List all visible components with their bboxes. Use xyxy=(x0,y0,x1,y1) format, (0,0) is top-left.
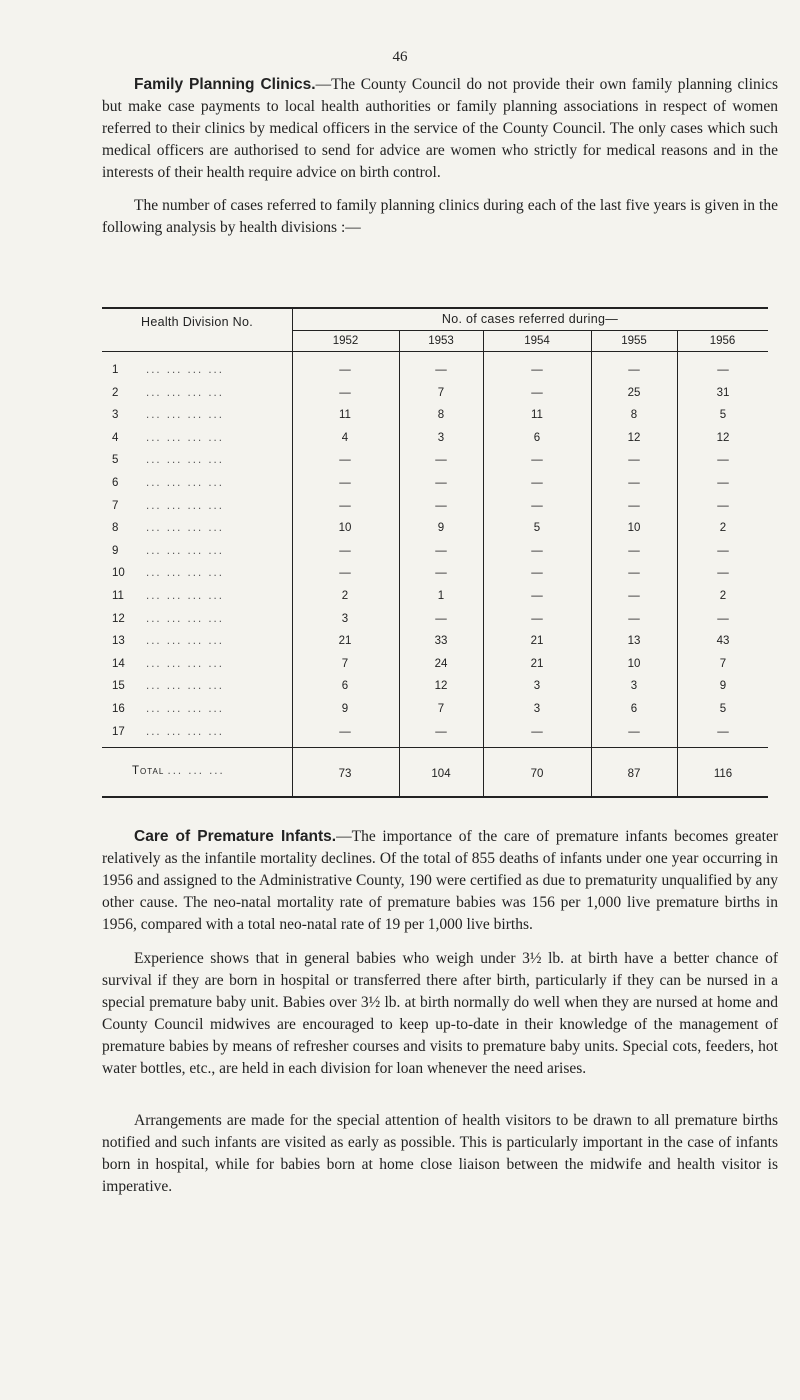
table-intro-paragraph: The number of cases referred to family planning clinics during each of the last five years is given in the following analysis by health divisions :— xyxy=(102,197,778,236)
total-leader-dots: ... ... ... xyxy=(167,765,225,777)
table-row-label xyxy=(112,364,224,376)
page-number: 46 xyxy=(392,49,408,65)
table-cell: — xyxy=(717,545,729,557)
table-row-label xyxy=(112,522,224,534)
family-planning-heading: Family Planning Clinics. xyxy=(134,76,316,93)
division-number: 10 xyxy=(112,567,125,579)
table-cell: — xyxy=(435,726,447,738)
table-cell: 13 xyxy=(627,635,641,647)
division-number: 14 xyxy=(112,658,125,670)
table-cell: — xyxy=(435,567,447,579)
table-row-label xyxy=(112,545,224,557)
leader-dots: ... ... ... ... xyxy=(146,545,224,557)
table-row-label xyxy=(112,635,224,647)
total-1952: 73 xyxy=(338,768,352,780)
leader-dots: ... ... ... ... xyxy=(146,590,224,602)
table-cell: 3 xyxy=(533,703,541,715)
table-cell: 4 xyxy=(341,432,349,444)
table-cell: — xyxy=(435,477,447,489)
division-number: 1 xyxy=(112,364,119,376)
table-cell: 6 xyxy=(630,703,638,715)
premature-infants-heading: Care of Premature Infants. xyxy=(134,828,337,845)
table-cell: 2 xyxy=(719,590,727,602)
table-cell: 21 xyxy=(530,635,544,647)
table-cell: — xyxy=(717,364,729,376)
table-cell: — xyxy=(339,545,351,557)
table-cell: 6 xyxy=(533,432,541,444)
table-cell: — xyxy=(531,387,543,399)
leader-dots: ... ... ... ... xyxy=(146,613,224,625)
table-cell: — xyxy=(531,364,543,376)
year-1955: 1955 xyxy=(621,335,647,347)
leader-dots: ... ... ... ... xyxy=(146,409,224,421)
year-1956: 1956 xyxy=(709,335,736,347)
table-cell: — xyxy=(339,500,351,512)
table-cell: — xyxy=(628,613,640,625)
table-cell: 7 xyxy=(437,387,445,399)
division-number: 12 xyxy=(112,613,125,625)
table-cell: 11 xyxy=(339,409,351,421)
table-cell: — xyxy=(435,613,447,625)
premature-infants-text: —The importance of the care of premature infants becomes greater relatively as the infantile mortality declines. Of the total of 855 deaths of infants under one year occurring in 1956 and assigned to the Administrative County, 190 were certified as due to prematurity unqualified by any other cause. The neo-natal mortality rate of premature babies was 156 per 1,000 live premature births in 1956, compared with a total neo-natal rate of 19 per 1,000 live births. xyxy=(102,828,778,933)
table-row-label xyxy=(112,409,224,421)
table-cell: 9 xyxy=(719,680,727,692)
year-1952: 1952 xyxy=(332,335,359,347)
leader-dots: ... ... ... ... xyxy=(146,387,224,399)
table-cell: — xyxy=(628,500,640,512)
year-1953: 1953 xyxy=(428,335,454,347)
arrangements-paragraph: Arrangements are made for the special attention of health visitors to be drawn to all premature births notified and such infants are visited as early as possible. This is particularly important in the case of infants born in hospital, while for babies born at home close liaison between the midwife and health visitor is imperative. xyxy=(102,1112,778,1195)
table-row-label xyxy=(112,432,224,444)
table-cell: — xyxy=(531,477,543,489)
table-cell: 11 xyxy=(531,409,543,421)
division-number: 13 xyxy=(112,635,125,647)
division-number: 8 xyxy=(112,522,119,534)
table-cell: 10 xyxy=(338,522,352,534)
table-cell: 7 xyxy=(437,703,445,715)
table-row-label xyxy=(112,726,224,738)
total-label: Total xyxy=(132,765,165,777)
year-1954: 1954 xyxy=(524,335,550,347)
table-cell: — xyxy=(435,500,447,512)
table-cell: 31 xyxy=(716,387,730,399)
table-cell: 3 xyxy=(533,680,541,692)
table-cell: — xyxy=(339,567,351,579)
table-row-label xyxy=(112,703,224,715)
division-number: 7 xyxy=(112,500,119,512)
total-1955: 87 xyxy=(627,768,641,780)
table-cell: 5 xyxy=(719,409,727,421)
table-row-label xyxy=(112,500,224,512)
table-cell: 2 xyxy=(341,590,349,602)
header-cases: No. of cases referred during— xyxy=(441,312,619,326)
table-cell: 5 xyxy=(533,522,541,534)
division-number: 4 xyxy=(112,432,119,444)
leader-dots: ... ... ... ... xyxy=(146,567,224,579)
table-cell: 24 xyxy=(434,658,448,670)
table-cell: — xyxy=(339,477,351,489)
division-number: 17 xyxy=(112,726,125,738)
table-cell: 25 xyxy=(627,387,641,399)
table-row-label xyxy=(112,567,224,579)
table-cell: — xyxy=(339,454,351,466)
premature-infants-paragraph xyxy=(102,826,778,936)
division-number: 16 xyxy=(112,703,125,715)
table-cell: 3 xyxy=(437,432,445,444)
table-row-label xyxy=(112,477,224,489)
table-cell: — xyxy=(628,477,640,489)
table-cell: 6 xyxy=(341,680,349,692)
table-cell: 8 xyxy=(437,409,445,421)
total-1956: 116 xyxy=(713,768,733,780)
table-cell: — xyxy=(717,454,729,466)
total-1954: 70 xyxy=(530,768,544,780)
leader-dots: ... ... ... ... xyxy=(146,432,224,444)
table-cell: 7 xyxy=(719,658,727,670)
total-1953: 104 xyxy=(431,768,451,780)
division-number: 5 xyxy=(112,454,119,466)
table-cell: — xyxy=(531,454,543,466)
division-number: 15 xyxy=(112,680,125,692)
table-cell: — xyxy=(628,590,640,602)
table-row-label xyxy=(112,454,224,466)
leader-dots: ... ... ... ... xyxy=(146,680,224,692)
table-cell: — xyxy=(339,387,351,399)
table-cell: 12 xyxy=(434,680,448,692)
table-cell: — xyxy=(628,567,640,579)
table-cell: — xyxy=(435,545,447,557)
table-cell: — xyxy=(435,454,447,466)
table-cell: 5 xyxy=(719,703,727,715)
table-cell: 3 xyxy=(341,613,349,625)
family-planning-paragraph xyxy=(102,74,778,184)
referrals-table xyxy=(102,307,768,799)
table-cell: 21 xyxy=(530,658,544,670)
family-planning-text: —The County Council do not provide their own family planning clinics but make case payments to local health authorities or family planning associations in respect of women referred to their clinics by medical officers in the service of the County Council. The only cases which such medical officers are authorised to send for advice are women who strictly for medical reasons and in the interests of their health require advice on birth control. xyxy=(102,76,778,181)
experience-paragraph: Experience shows that in general babies who weigh under 3½ lb. at birth have a better chance of survival if they are born in hospital or transferred there after birth, particularly if they can be nursed in a special premature baby unit. Babies over 3½ lb. at birth normally do well when they are nursed at home and County Council midwives are encouraged to keep up-to-date in their knowledge of the management of premature babies by means of refresher courses and visits to premature baby units. Special cots, feeders, hot water bottles, etc., are held in each division for loan whenever the need arises. xyxy=(102,950,778,1077)
table-cell: — xyxy=(628,726,640,738)
table-cell: 10 xyxy=(627,522,641,534)
leader-dots: ... ... ... ... xyxy=(146,635,224,647)
leader-dots: ... ... ... ... xyxy=(146,500,224,512)
table-cell: — xyxy=(531,726,543,738)
leader-dots: ... ... ... ... xyxy=(146,658,224,670)
table-cell: 21 xyxy=(338,635,352,647)
table-cell: — xyxy=(717,726,729,738)
table-cell: — xyxy=(717,500,729,512)
table-row-label xyxy=(112,590,224,602)
table-cell: — xyxy=(717,613,729,625)
table-row-label xyxy=(112,613,224,625)
table-cell: — xyxy=(531,545,543,557)
division-number: 6 xyxy=(112,477,119,489)
table-row-label xyxy=(112,658,224,670)
leader-dots: ... ... ... ... xyxy=(146,477,224,489)
table-cell: 2 xyxy=(719,522,727,534)
table-cell: 33 xyxy=(434,635,448,647)
leader-dots: ... ... ... ... xyxy=(146,726,224,738)
table-cell: — xyxy=(339,364,351,376)
table-row-label xyxy=(112,680,224,692)
leader-dots: ... ... ... ... xyxy=(146,454,224,466)
table-cell: 12 xyxy=(627,432,641,444)
table-cell: — xyxy=(717,477,729,489)
table-cell: — xyxy=(339,726,351,738)
table-cell: — xyxy=(628,545,640,557)
table-cell: 7 xyxy=(341,658,349,670)
table-cell: 9 xyxy=(341,703,349,715)
table-cell: — xyxy=(435,364,447,376)
table-cell: 3 xyxy=(630,680,638,692)
division-number: 2 xyxy=(112,387,119,399)
leader-dots: ... ... ... ... xyxy=(146,522,224,534)
division-number: 11 xyxy=(112,590,124,602)
leader-dots: ... ... ... ... xyxy=(146,703,224,715)
division-number: 3 xyxy=(112,409,119,421)
table-cell: — xyxy=(531,500,543,512)
table-row-label xyxy=(112,387,224,399)
table-cell: — xyxy=(531,613,543,625)
table-cell: — xyxy=(531,567,543,579)
table-cell: — xyxy=(717,567,729,579)
table-cell: 1 xyxy=(437,590,445,602)
total-row-label xyxy=(132,765,225,777)
table-cell: 10 xyxy=(627,658,641,670)
table-cell: 9 xyxy=(437,522,445,534)
division-number: 9 xyxy=(112,545,119,557)
table-cell: 8 xyxy=(630,409,638,421)
leader-dots: ... ... ... ... xyxy=(146,364,224,376)
table-cell: — xyxy=(531,590,543,602)
table-cell: — xyxy=(628,454,640,466)
header-division: Health Division No. xyxy=(141,315,253,329)
table-cell: 43 xyxy=(716,635,730,647)
table-cell: — xyxy=(628,364,640,376)
table-cell: 12 xyxy=(716,432,730,444)
